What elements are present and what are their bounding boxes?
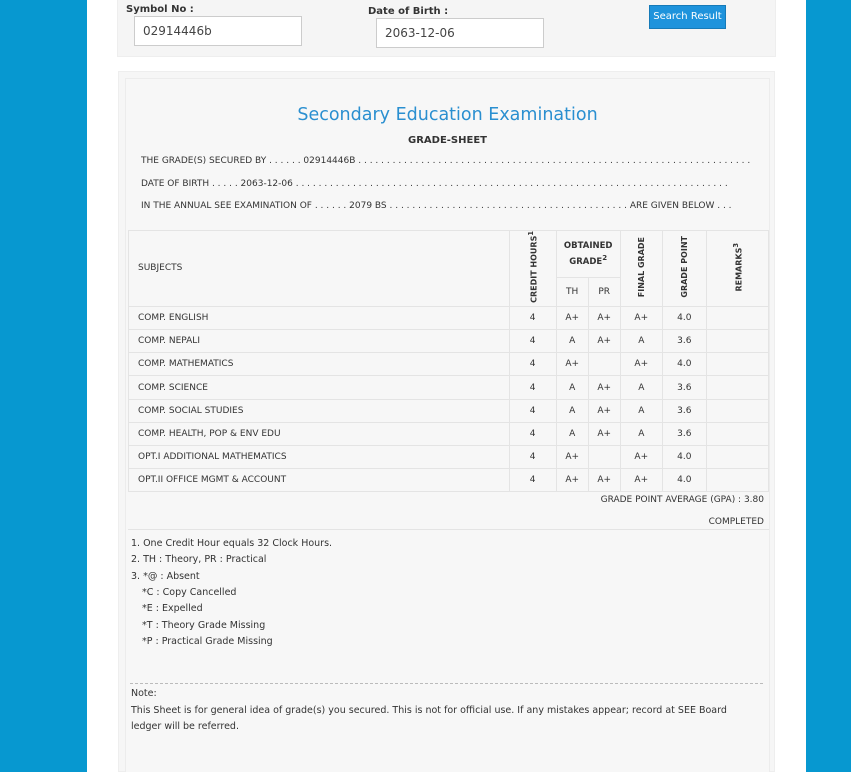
grade-sheet-panel <box>118 71 775 772</box>
pr-cell: A+ <box>588 422 620 445</box>
grade-point-header: GRADE POINT <box>662 231 706 307</box>
footnote-1: 1. One Credit Hour equals 32 Clock Hours. <box>131 538 333 549</box>
dob-label: Date of Birth : <box>368 6 449 17</box>
subject-cell: COMP. ENGLISH <box>129 306 510 329</box>
footer-divider <box>128 529 769 530</box>
table-row <box>129 399 769 422</box>
final-grade-cell: A <box>620 376 662 399</box>
table-row <box>129 422 769 445</box>
th-cell: A <box>556 422 588 445</box>
subject-cell: COMP. MATHEMATICS <box>129 353 510 376</box>
th-cell: A <box>556 399 588 422</box>
table-row <box>129 353 769 376</box>
table-row <box>129 446 769 469</box>
remarks-cell <box>706 353 768 376</box>
table-row <box>129 306 769 329</box>
subject-cell: COMP. NEPALI <box>129 330 510 353</box>
grades-table <box>128 230 769 492</box>
exam-line: IN THE ANNUAL SEE EXAMINATION OF . . . . . . 2079 BS . . . . . . . . . . . . . . . . . . . . . . . . . . . . . . . . . . . . . . . . . . ARE GIVEN BELOW . . . <box>141 201 732 211</box>
pr-cell <box>588 353 620 376</box>
grade-point-cell: 4.0 <box>662 306 706 329</box>
exam-title: Secondary Education Examination <box>297 105 598 125</box>
grade-sheet-heading: GRADE-SHEET <box>408 135 487 146</box>
th-cell: A+ <box>556 306 588 329</box>
grade-point-cell: 3.6 <box>662 376 706 399</box>
grade-point-cell: 3.6 <box>662 330 706 353</box>
footnote-practical-missing: *P : Practical Grade Missing <box>142 636 273 647</box>
footnote-theory-missing: *T : Theory Grade Missing <box>142 620 266 631</box>
subject-cell: OPT.I ADDITIONAL MATHEMATICS <box>129 446 510 469</box>
gpa-text: GRADE POINT AVERAGE (GPA) : 3.80 <box>600 495 764 505</box>
remarks-cell <box>706 399 768 422</box>
grade-point-cell: 4.0 <box>662 353 706 376</box>
final-grade-cell: A <box>620 330 662 353</box>
subject-cell: COMP. SCIENCE <box>129 376 510 399</box>
symbol-input[interactable]: 02914446b <box>134 16 302 46</box>
credit-cell: 4 <box>509 306 556 329</box>
remarks-cell <box>706 330 768 353</box>
remarks-cell <box>706 469 768 492</box>
remarks-cell <box>706 446 768 469</box>
final-grade-cell: A <box>620 422 662 445</box>
pr-cell: A+ <box>588 469 620 492</box>
header-row <box>129 231 769 278</box>
subjects-header: SUBJECTS <box>129 231 510 307</box>
dob-line: DATE OF BIRTH . . . . . 2063-12-06 . . . . . . . . . . . . . . . . . . . . . . . . . . . . . . . . . . . . . . . . . . . . . . . . . . . . . . . . . . . . . . . . . . . . . . . . . . . . <box>141 179 728 189</box>
credit-cell: 4 <box>509 376 556 399</box>
status-text: COMPLETED <box>708 517 764 527</box>
grade-point-cell: 4.0 <box>662 446 706 469</box>
pr-header: PR <box>588 278 620 307</box>
pr-cell: A+ <box>588 376 620 399</box>
footnote-expelled: *E : Expelled <box>142 603 203 614</box>
symbol-label: Symbol No : <box>126 4 194 15</box>
credit-hours-header: CREDIT HOURS$^1$ <box>509 231 556 307</box>
footnote-3: 3. *@ : Absent <box>131 571 200 582</box>
pr-cell <box>588 446 620 469</box>
final-grade-header: FINAL GRADE <box>620 231 662 307</box>
search-result-button[interactable]: Search Result <box>649 5 726 29</box>
credit-cell: 4 <box>509 446 556 469</box>
grade-point-cell: 3.6 <box>662 399 706 422</box>
grade-point-cell: 4.0 <box>662 469 706 492</box>
subject-cell: COMP. SOCIAL STUDIES <box>129 399 510 422</box>
credit-cell: 4 <box>509 330 556 353</box>
remarks-cell <box>706 422 768 445</box>
pr-cell: A+ <box>588 330 620 353</box>
final-grade-cell: A+ <box>620 306 662 329</box>
pr-cell: A+ <box>588 399 620 422</box>
note-heading: Note: <box>131 688 157 699</box>
credit-cell: 4 <box>509 353 556 376</box>
remarks-header: REMARKS$^3$ <box>706 231 768 307</box>
grade-point-cell: 3.6 <box>662 422 706 445</box>
subject-cell: OPT.II OFFICE MGMT & ACCOUNT <box>129 469 510 492</box>
subject-cell: COMP. HEALTH, POP & ENV EDU <box>129 422 510 445</box>
search-form <box>117 0 776 57</box>
remarks-cell <box>706 306 768 329</box>
note-divider <box>130 683 763 684</box>
th-cell: A <box>556 376 588 399</box>
footnote-copy-cancelled: *C : Copy Cancelled <box>142 587 237 598</box>
pr-cell: A+ <box>588 306 620 329</box>
table-row <box>129 469 769 492</box>
th-cell: A <box>556 330 588 353</box>
th-cell: A+ <box>556 353 588 376</box>
credit-cell: 4 <box>509 422 556 445</box>
th-header: TH <box>556 278 588 307</box>
secured-by-line: THE GRADE(S) SECURED BY . . . . . . 02914446B . . . . . . . . . . . . . . . . . . . . . . . . . . . . . . . . . . . . . . . . . . . . . . . . . . . . . . . . . . . . . . . . . . . . . <box>141 156 751 166</box>
table-row <box>129 330 769 353</box>
footnote-2: 2. TH : Theory, PR : Practical <box>131 554 267 565</box>
remarks-cell <box>706 376 768 399</box>
grade-sheet <box>125 78 770 772</box>
th-cell: A+ <box>556 469 588 492</box>
final-grade-cell: A+ <box>620 469 662 492</box>
credit-cell: 4 <box>509 469 556 492</box>
page-container <box>87 0 806 772</box>
note-text: This Sheet is for general idea of grade(s) you secured. This is not for official use. If any mistakes appear; record at SEE Board ledger will be referred. <box>131 705 727 732</box>
final-grade-cell: A+ <box>620 353 662 376</box>
final-grade-cell: A+ <box>620 446 662 469</box>
obtained-grade-header: OBTAINED GRADE$^2$ <box>556 231 620 278</box>
table-row <box>129 376 769 399</box>
final-grade-cell: A <box>620 399 662 422</box>
credit-cell: 4 <box>509 399 556 422</box>
th-cell: A+ <box>556 446 588 469</box>
dob-input[interactable]: 2063-12-06 <box>376 18 544 48</box>
